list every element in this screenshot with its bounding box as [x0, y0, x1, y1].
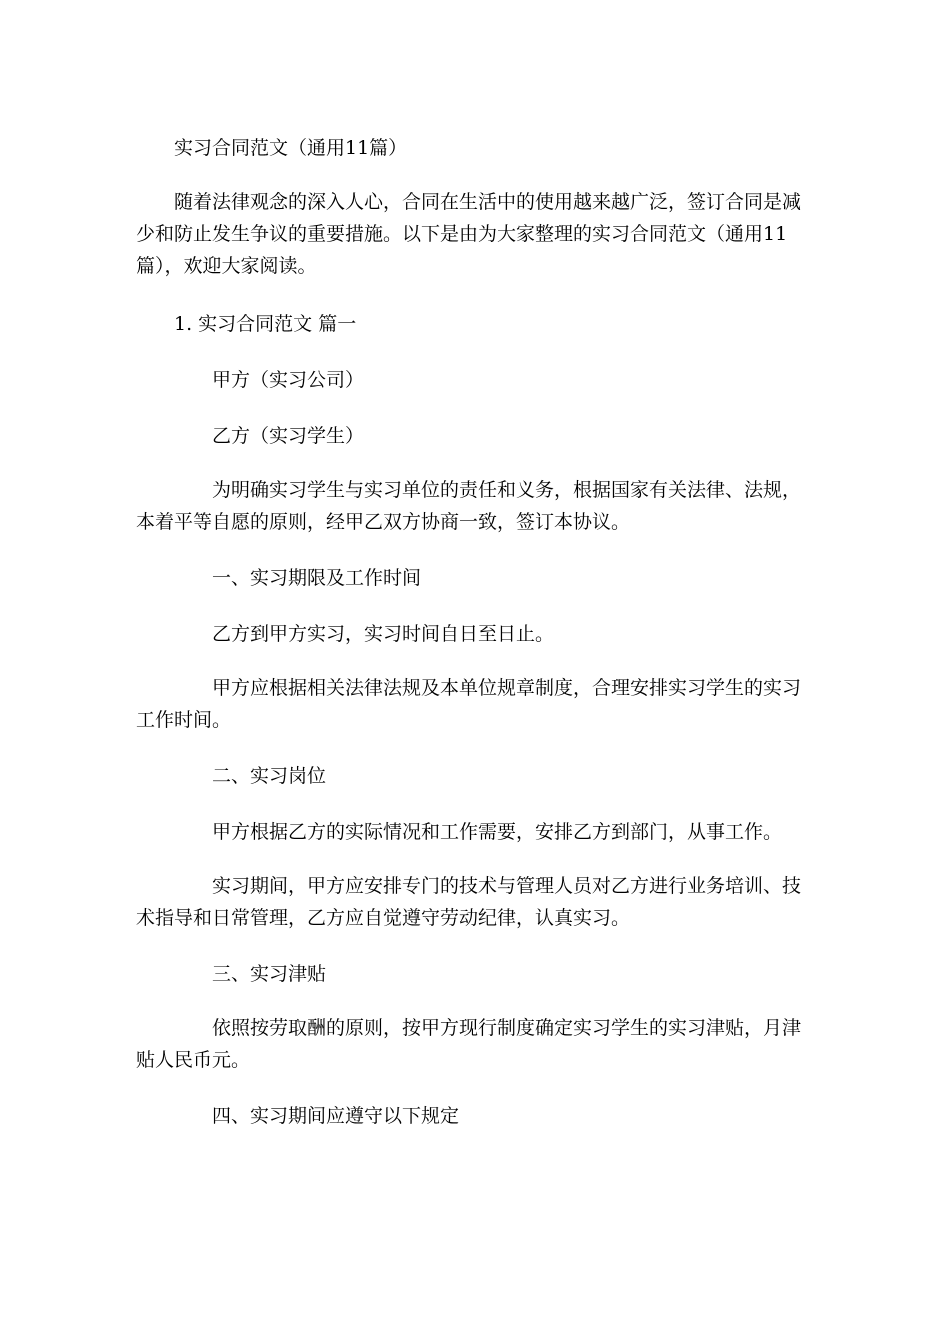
clause-2-paragraph-2: 实习期间，甲方应安排专门的技术与管理人员对乙方进行业务培训、技术指导和日常管理，乙方应自觉遵守劳动纪律，认真实习。 — [136, 875, 802, 929]
intro-paragraph: 随着法律观念的深入人心，合同在生活中的使用越来越广泛，签订合同是减少和防止发生争议的重要措施。以下是由为大家整理的实习合同范文（通用11篇），欢迎大家阅读。 — [136, 191, 802, 277]
clause-4-heading: 四、实习期间应遵守以下规定 — [212, 1105, 460, 1127]
clause-3-paragraph-1: 依照按劳取酬的原则，按甲方现行制度确定实习学生的实习津贴，月津贴人民币元。 — [136, 1017, 802, 1071]
clause-1-paragraph-2: 甲方应根据相关法律法规及本单位规章制度，合理安排实习学生的实习工作时间。 — [136, 677, 802, 731]
preamble-paragraph: 为明确实习学生与实习单位的责任和义务，根据国家有关法律、法规，本着平等自愿的原则，经甲乙双方协商一致，签订本协议。 — [136, 479, 802, 533]
clause-3-heading: 三、实习津贴 — [212, 963, 327, 985]
section-heading: 1. 实习合同范文 篇一 — [174, 313, 357, 335]
party-a-line: 甲方（实习公司） — [212, 369, 365, 391]
clause-2-paragraph-1: 甲方根据乙方的实际情况和工作需要，安排乙方到部门，从事工作。 — [212, 821, 783, 843]
clause-2-heading: 二、实习岗位 — [212, 765, 327, 787]
party-b-line: 乙方（实习学生） — [212, 425, 365, 447]
clause-1-paragraph-1: 乙方到甲方实习，实习时间自日至日止。 — [212, 623, 555, 645]
document-title: 实习合同范文（通用11篇） — [174, 137, 408, 159]
clause-1-heading: 一、实习期限及工作时间 — [212, 567, 422, 589]
